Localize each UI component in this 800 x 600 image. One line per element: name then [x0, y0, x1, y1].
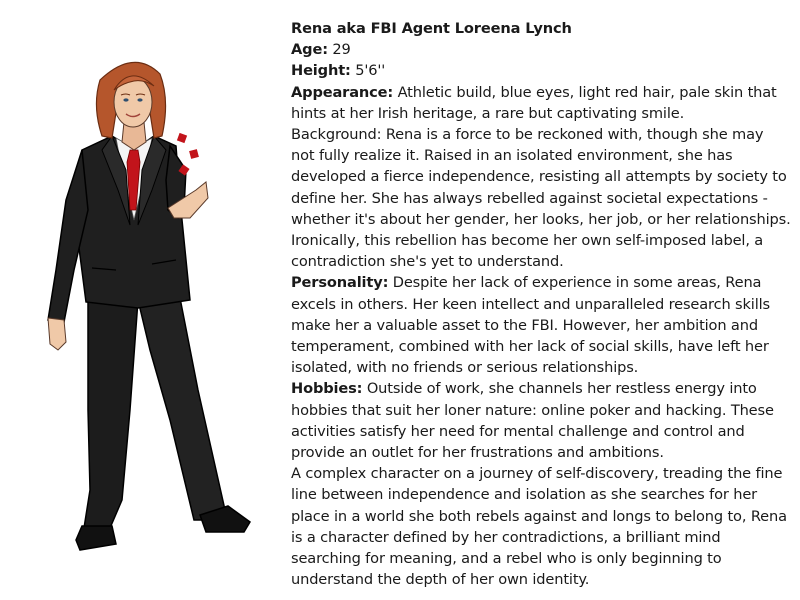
left-shoe: [76, 526, 116, 550]
age-line: Age: 29: [291, 41, 351, 59]
left-hand: [48, 318, 66, 350]
background-paragraph: Background: Rena is a force to be reckoned with, though she may not fully realize it. Raised in an isolated environment, she has developed a fierce independence, resisting all attempts by society to define her. She has always rebelled against societal expectations - whether it's about her gender, her looks, her job, or her relationships.: [291, 126, 791, 228]
right-leg: [138, 298, 225, 520]
summary-paragraph: A complex character on a journey of self-discovery, treading the fine line between independence and isolation as she searches for her place in a world she both rebels against and longs to belong to, Rena is a character defined by her contradictions, a brilliant mind searching for meaning, and a rebel who is only beginning to understand the depth of her own identity.: [291, 465, 787, 589]
die-1: [177, 133, 187, 143]
appearance-paragraph: Appearance: Athletic build, blue eyes, light red hair, pale skin that hints at her Irish heritage, a rare but captivating smile.: [291, 83, 777, 122]
personality-paragraph: Personality: Despite her lack of experience in some areas, Rena excels in others. Her keen intellect and unparalleled research skills make her a valuable asset to the FBI. However, her ambition and temperament, combined with her lack of social skills, have left her isolated, with no friends or serious relationships.: [291, 274, 770, 377]
hobbies-paragraph: Hobbies: Outside of work, she channels her restless energy into hobbies that suit her loner nature: online poker and hacking. These activities satisfy her need for mental challenge and control and provide an outlet for her frustrations and ambitions.: [291, 380, 774, 462]
die-2: [189, 149, 199, 159]
height-line: Height: 5'6'': [291, 62, 386, 80]
character-name: Rena aka FBI Agent Loreena Lynch: [291, 20, 572, 37]
irony-paragraph: Ironically, this rebellion has become her own self-imposed label, a contradiction she's yet to understand.: [291, 232, 764, 271]
left-arm: [48, 150, 88, 322]
character-bio: [291, 18, 791, 590]
character-illustration: [30, 50, 275, 560]
left-leg: [84, 295, 138, 528]
